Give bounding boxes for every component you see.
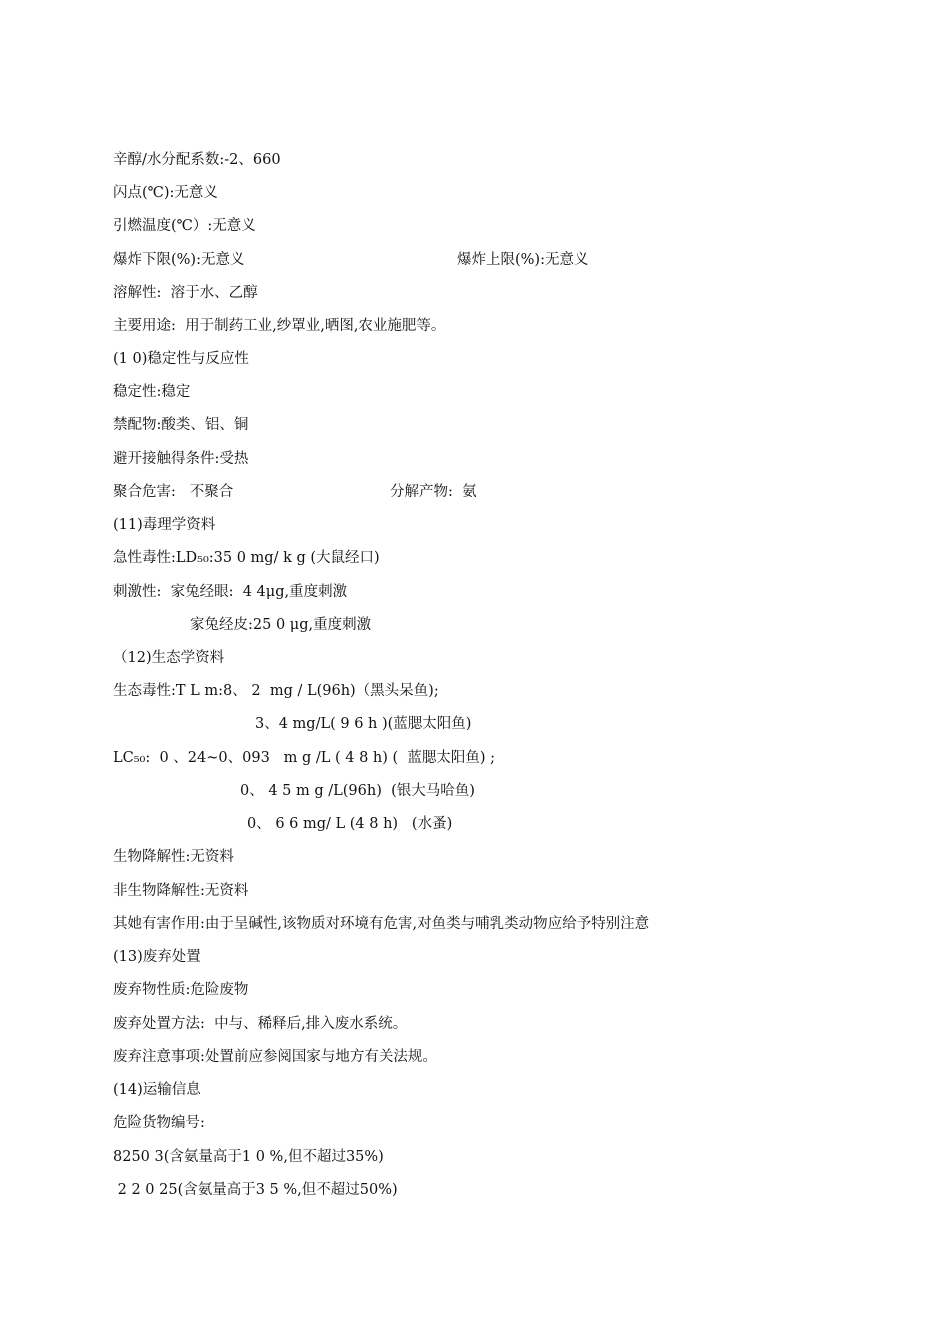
decomposition-products: 分解产物: 氨	[390, 484, 477, 500]
incompatible-materials: 禁配物:酸类、铝、铜	[113, 417, 249, 433]
stability: 稳定性:稳定	[113, 384, 191, 400]
non-biodegradability: 非生物降解性:无资料	[113, 883, 249, 899]
conditions-to-avoid: 避开接触得条件:受热	[113, 451, 249, 467]
section-12-heading: （12)生态学资料	[113, 650, 225, 666]
explosion-upper-limit: 爆炸上限(%):无意义	[457, 252, 589, 268]
waste-disposal-method: 废弃处置方法: 中与、稀释后,排入废水系统。	[113, 1016, 408, 1032]
main-uses: 主要用途: 用于制药工业,纱罩业,晒图,农业施肥等。	[113, 318, 446, 334]
ecotoxicity-tlm-2: 3、4 mg/L( 9 6 h )(蓝腮太阳鱼)	[255, 716, 472, 732]
section-13-heading: (13)废弃处置	[113, 949, 201, 965]
section-11-heading: (11)毒理学资料	[113, 517, 216, 533]
waste-disposal-notes: 废弃注意事项:处置前应参阅国家与地方有关法规。	[113, 1049, 437, 1065]
irritation-eye: 刺激性: 家兔经眼: 4 4μg,重度刺激	[113, 584, 348, 600]
irritation-skin: 家兔经皮:25 0 μg,重度刺激	[190, 617, 372, 633]
other-harmful-effects: 其她有害作用:由于呈碱性,该物质对环境有危害,对鱼类与哺乳类动物应给予特别注意	[113, 916, 650, 932]
dangerous-goods-number-1: 8250 3(含氨量高于1 0 %,但不超过35%)	[113, 1149, 384, 1165]
ignition-temperature: 引燃温度(℃）:无意义	[113, 218, 256, 234]
explosion-lower-limit: 爆炸下限(%):无意义	[113, 252, 245, 268]
polymerization-hazard: 聚合危害: 不聚合	[113, 484, 234, 500]
biodegradability: 生物降解性:无资料	[113, 849, 234, 865]
dangerous-goods-number-2: 2 2 0 25(含氨量高于3 5 %,但不超过50%)	[113, 1182, 398, 1198]
solubility: 溶解性: 溶于水、乙醇	[113, 285, 258, 301]
section-14-heading: (14)运输信息	[113, 1082, 201, 1098]
flash-point: 闪点(℃):无意义	[113, 185, 218, 201]
ecotoxicity-tlm: 生态毒性:T L m:8、 2 mg / L(96h)（黑头呆鱼);	[113, 683, 439, 699]
waste-nature: 废弃物性质:危险废物	[113, 982, 249, 998]
octanol-water-partition: 辛醇/水分配系数:-2、660	[113, 152, 281, 168]
ecotoxicity-lc50-3: 0、 6 6 mg/ L (4 8 h) (水蚤)	[247, 816, 453, 832]
ecotoxicity-lc50-2: 0、 4 5 m g /L(96h) (银大马哈鱼)	[240, 783, 475, 799]
dangerous-goods-number-label: 危险货物编号:	[113, 1115, 205, 1131]
section-10-heading: (1 0)稳定性与反应性	[113, 351, 249, 367]
acute-toxicity: 急性毒性:LD₅₀:35 0 mg/ k g (大鼠经口)	[113, 550, 380, 566]
ecotoxicity-lc50: LC₅₀: 0 、24~0、093 m g /L ( 4 8 h) ( 蓝腮太阳鱼) ;	[113, 750, 496, 766]
